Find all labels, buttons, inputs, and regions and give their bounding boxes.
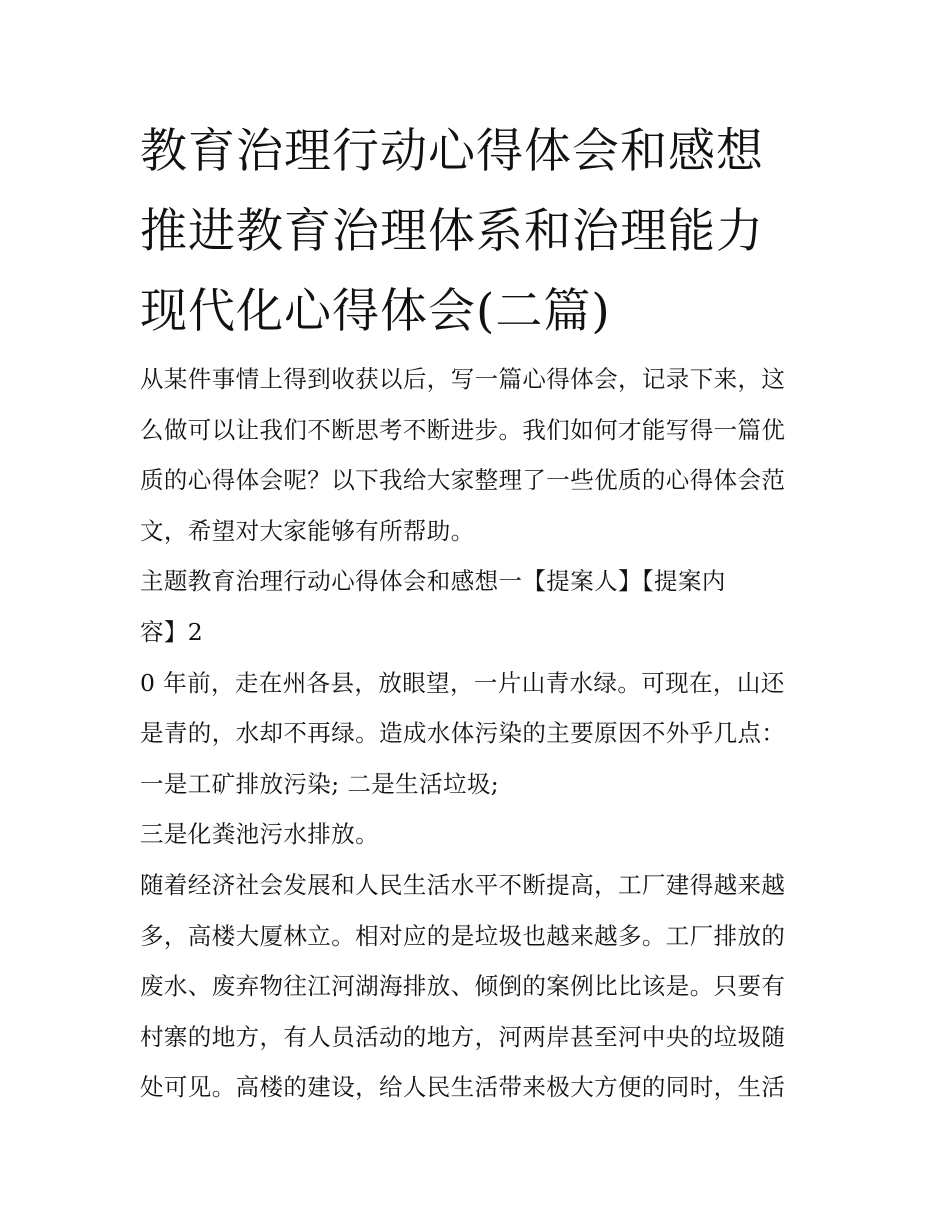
title-line: 现代化心得体会(二篇) — [140, 284, 611, 339]
document-title — [140, 112, 830, 352]
title-line: 推进教育治理体系和治理能力 — [140, 204, 764, 259]
body-line: 0 年前，走在州各县，放眼望，一片山青水绿。可现在，山还 — [140, 668, 785, 697]
body-line: 多，高楼大厦林立。相对应的是垃圾也越来越多。工厂排放的 — [140, 921, 786, 950]
body-line: 废水、废弃物往江河湖海排放、倾倒的案例比比该是。只要有 — [140, 972, 786, 1001]
body-line: 从某件事情上得到收获以后，写一篇心得体会，记录下来，这 — [140, 365, 786, 393]
body-line: 么做可以让我们不断思考不断进步。我们如何才能写得一篇优 — [140, 415, 786, 444]
body-line: 随着经济社会发展和人民生活水平不断提高，工厂建得越来越 — [140, 870, 786, 899]
body-line: 文，希望对大家能够有所帮助。 — [140, 516, 475, 545]
body-line: 质的心得体会呢？以下我给大家整理了一些优质的心得体会范 — [140, 466, 786, 495]
title-line: 教育治理行动心得体会和感想 — [140, 124, 764, 179]
body-line: 主题教育治理行动心得体会和感想一【提案人】【提案内 — [140, 567, 726, 596]
body-line: 一是工矿排放污染; 二是生活垃圾; — [140, 769, 500, 798]
body-line: 村寨的地方，有人员活动的地方，河两岸甚至河中央的垃圾随 — [140, 1022, 786, 1051]
body-line: 处可见。高楼的建设，给人民生活带来极大方便的同时，生活 — [140, 1073, 786, 1102]
body-line: 是青的，水却不再绿。造成水体污染的主要原因不外乎几点： — [140, 719, 786, 748]
body-line: 容】2 — [140, 617, 204, 646]
document-body — [140, 354, 812, 1113]
body-line: 三是化粪池污水排放。 — [140, 820, 379, 849]
